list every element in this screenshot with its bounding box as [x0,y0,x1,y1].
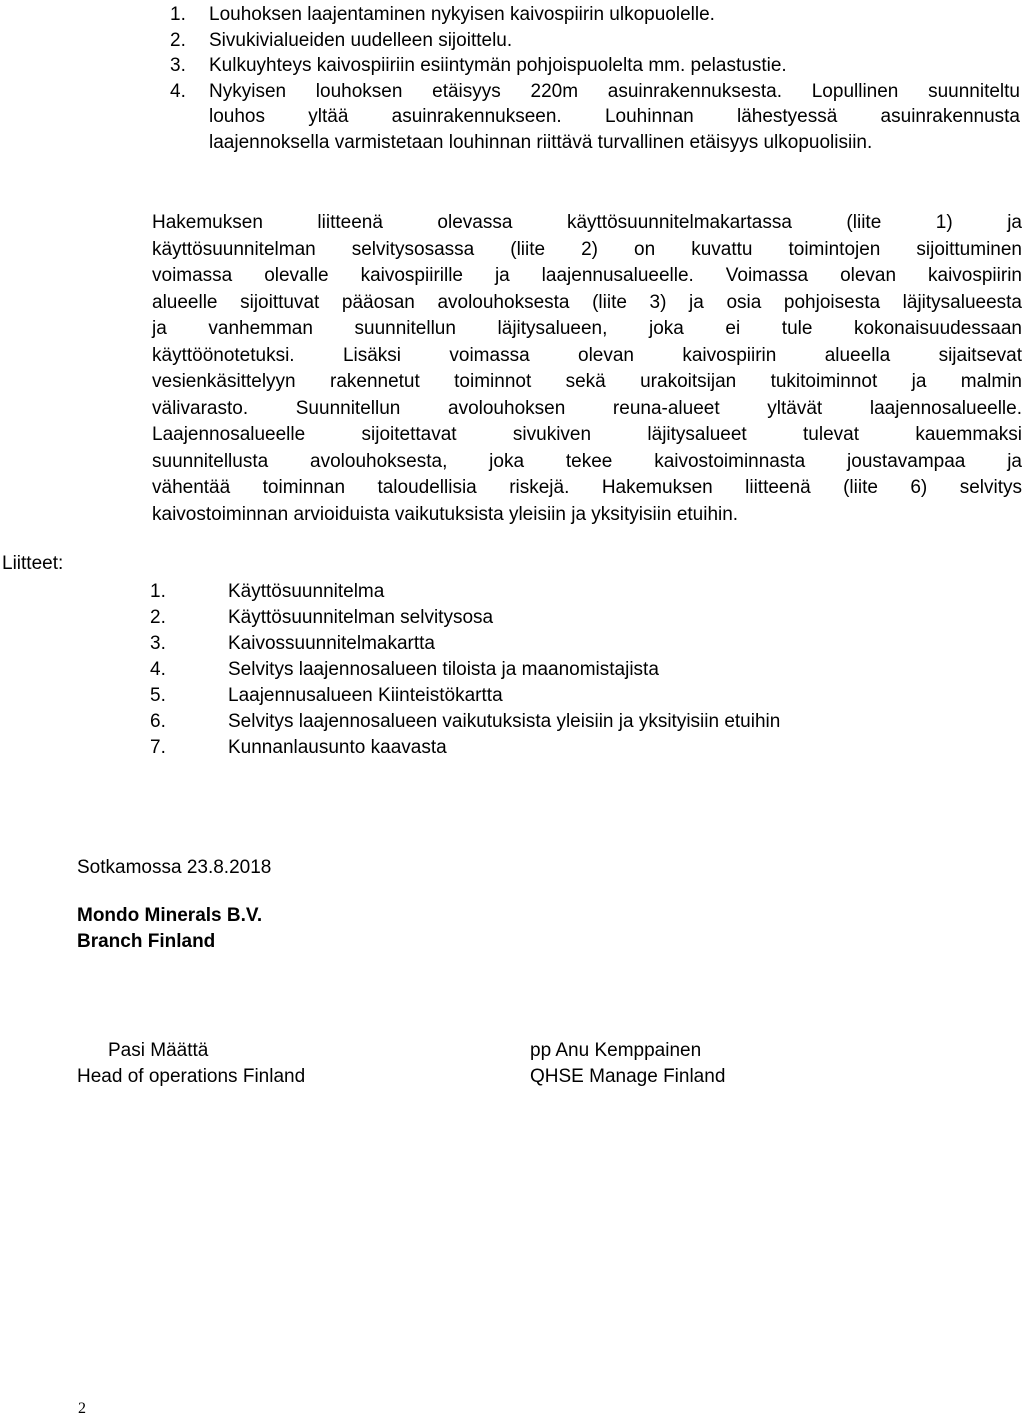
numbered-list [168,2,1020,155]
page-number: 2 [78,1400,86,1417]
signatory-right [530,1038,725,1090]
signatory-name: Pasi Määttä [108,1040,209,1061]
paragraph-line: suunnitellusta avolouhoksesta, joka tekee kaivostoiminnasta joustavampaa ja [152,450,1022,472]
attachment-item [150,735,950,761]
place-date: Sotkamossa 23.8.2018 [77,857,272,878]
list-item-text: louhos yltää asuinrakennukseen. Louhinnan lähestyessä asuinrakennusta [209,106,1020,127]
list-item [168,28,1020,54]
signatory-left [77,1038,305,1090]
attachment-number: 4. [150,659,166,680]
list-item-number: 2. [170,29,186,51]
list-item [168,53,1020,79]
attachment-text: Kaivossuunnitelmakartta [228,633,435,654]
paragraph-line: kaivostoiminnan arvioiduista vaikutuksista yleisiin ja yksityisiin etuihin. [152,503,739,525]
attachment-item [150,709,950,735]
list-item-text: Louhoksen laajentaminen nykyisen kaivospiirin ulkopuolelle. [209,4,715,25]
paragraph-line: vähentää toiminnan taloudellisia riskejä. Hakemuksen liitteenä (liite 6) selvitys [152,477,1022,498]
signatory-name: pp Anu Kemppainen [530,1040,702,1061]
paragraph-line: voimassa olevalle kaivospiirille ja laajennusalueelle. Voimassa olevan kaivospiirin [152,265,1022,286]
attachment-number: 3. [150,633,166,654]
list-item [168,79,1020,156]
company-line: Mondo Minerals B.V. [77,905,263,926]
list-item [168,2,1020,28]
paragraph-line: Laajennosalueelle sijoitettavat sivukiven läjitysalueet tulevat kauemmaksi [152,424,1022,445]
list-item-number: 3. [170,55,186,76]
attachment-number: 2. [150,607,166,628]
attachment-text: Laajennusalueen Kiinteistökartta [228,685,503,706]
attachment-text: Selvitys laajennosalueen vaikutuksista yleisiin ja yksityisiin etuihin [228,711,781,732]
attachments-label: Liitteet: [2,553,64,574]
attachments-list [150,579,950,761]
attachment-number: 6. [150,711,166,732]
paragraph-line: käyttöönotetuksi. Lisäksi voimassa olevan kaivospiirin alueella sijaitsevat [152,344,1022,366]
list-item-number: 1. [170,4,186,25]
attachment-text: Käyttösuunnitelman selvitysosa [228,607,494,628]
attachment-text: Käyttösuunnitelma [228,581,385,602]
paragraph-line: ja vanhemman suunnitellun läjitysalueen, joka ei tule kokonaisuudessaan [152,318,1022,339]
attachment-text: Selvitys laajennosalueen tiloista ja maanomistajista [228,659,659,680]
company-line: Branch Finland [77,931,216,952]
list-item-number: 4. [170,80,186,102]
list-item-text: laajennoksella varmistetaan louhinnan riittävä turvallinen etäisyys ulkopuolisiin. [209,131,873,153]
paragraph-line: alueelle sijoittuvat pääosan avolouhoksesta (liite 3) ja osia pohjoisesta läjitysalueesta [152,291,1022,313]
paragraph-line: Hakemuksen liitteenä olevassa käyttösuunnitelmakartassa (liite 1) ja [152,212,1022,233]
paragraph-line: vesienkäsittelyyn rakennetut toiminnot sekä urakoitsijan tukitoiminnot ja malmin [152,371,1022,392]
list-item-text: Sivukivialueiden uudelleen sijoittelu. [209,29,513,51]
attachment-item [150,657,950,683]
signatory-title: QHSE Manage Finland [530,1066,726,1087]
list-item-text: Kulkuyhteys kaivospiiriin esiintymän pohjoispuolelta mm. pelastustie. [209,55,787,76]
attachment-number: 7. [150,737,166,758]
company-name [77,903,262,955]
attachment-number: 1. [150,581,166,602]
list-item-text: Nykyisen louhoksen etäisyys 220m asuinrakennuksesta. Lopullinen suunniteltu [209,80,1020,102]
attachment-item [150,605,950,631]
attachment-number: 5. [150,685,166,706]
paragraph-line: välivarasto. Suunnitellun avolouhoksen reuna-alueet yltävät laajennosalueelle. [152,397,1022,419]
attachment-item [150,683,950,709]
attachment-text: Kunnanlausunto kaavasta [228,737,447,758]
attachment-item [150,579,950,605]
attachment-item [150,631,950,657]
signatory-title: Head of operations Finland [77,1066,306,1087]
body-paragraph [152,210,1022,528]
paragraph-line: käyttösuunnitelman selvitysosassa (liite 2) on kuvattu toimintojen sijoittuminen [152,238,1022,260]
